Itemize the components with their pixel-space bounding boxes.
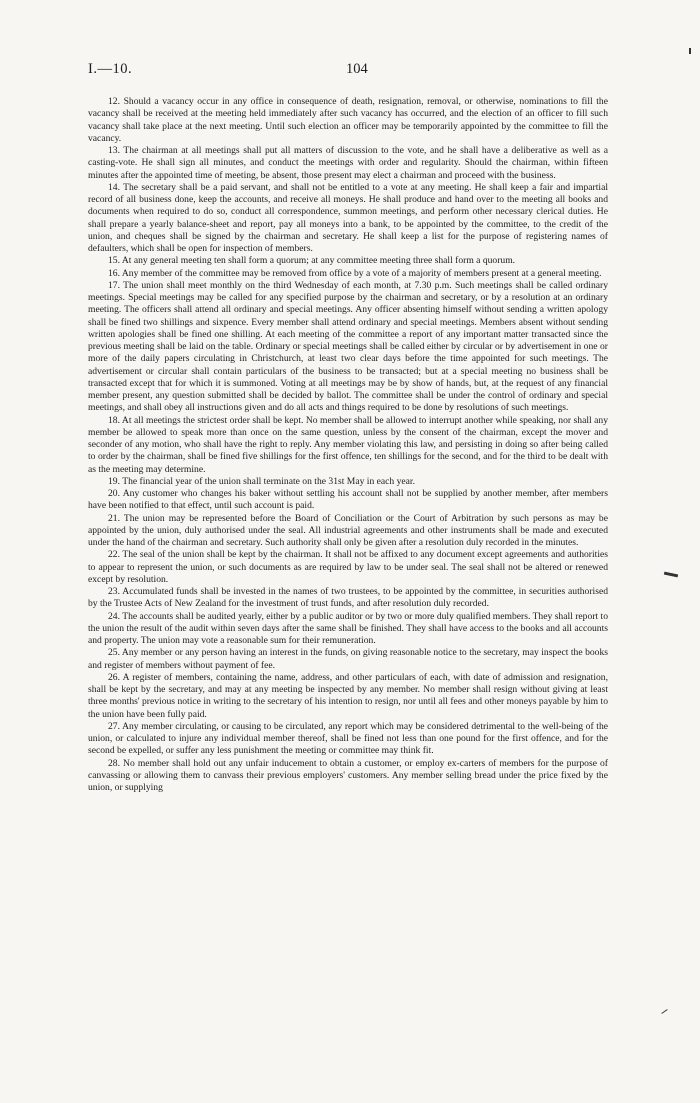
scan-margin-mark-lower <box>661 1009 667 1014</box>
rule-paragraph-25: 25. Any member or any person having an interest in the funds, on giving reasonable notice to the secretary, may inspect the books and register of members without payment of fee. <box>88 647 608 671</box>
rule-paragraph-27: 27. Any member circulating, or causing to be circulated, any report which may be considered detrimental to the well-being of the union, or calculated to injure any individual member thereof, shall be fined not less than one pound for the first offence, and for the second be expelled, or suffer any less punishment the meeting or committee may think fit. <box>88 720 608 757</box>
scan-margin-mark-middle <box>664 572 678 578</box>
rule-paragraph-24: 24. The accounts shall be audited yearly, either by a public auditor or by two or more duly qualified members. They shall report to the union the result of the audit within seven days after the same shall be finished. They shall have access to the books and all accounts and property. The union may vote a reasonable sum for their remuneration. <box>88 610 608 646</box>
rule-paragraph-16: 16. Any member of the committee may be removed from office by a vote of a majority of members present at a general meeting. <box>108 267 602 279</box>
rule-paragraph-18: 18. At all meetings the strictest order shall be kept. No member shall be allowed to interrupt another while speaking, nor shall any member be allowed to speak more than once on the same question, unless by the consent of the chairman, except the mover and seconder of any motion, who shall have the right to reply. Any member violating this law, and persisting in doing so after being called to order by the chairman, shall be fined five shillings for the first offence, ten shillings for the second, and for the third to be dealt with as the meeting may determine. <box>88 414 608 475</box>
page-header <box>88 61 608 81</box>
rule-paragraph-13: 13. The chairman at all meetings shall put all matters of discussion to the vote, and he shall have a deliberative as well as a casting-vote. He shall sign all minutes, and conduct the meetings with order and regularity. Should the chairman, within fifteen minutes after the appointed time of meeting, be absent, those present may elect a chairman and proceed with the business. <box>88 145 608 181</box>
rule-paragraph-19: 19. The financial year of the union shall terminate on the 31st May in each year. <box>108 475 415 487</box>
rule-paragraph-20: 20. Any customer who changes his baker without settling his account shall not be supplied by another member, after members have been notified to that effect, until such account is paid. <box>88 488 608 512</box>
rule-paragraph-28: 28. No member shall hold out any unfair inducement to obtain a customer, or employ ex-carters of members for the purpose of canvassing or allowing them to canvass their previous employers' customers. Any member selling bread under the price fixed by the union, or supplying <box>88 757 608 793</box>
rules-text <box>88 96 608 794</box>
rule-paragraph-15: 15. At any general meeting ten shall form a quorum; at any committee meeting three shall form a quorum. <box>108 255 516 267</box>
parliamentary-paper-reference: I.—10. <box>88 61 133 77</box>
rule-paragraph-26: 26. A register of members, containing the name, address, and other particulars of each, with date of admission and resignation, shall be kept by the secretary, and may at any meeting be inspected by any member. No member shall resign without giving at least three months' previous notice in writing to the secretary of his intention to resign, nor until all fees and other moneys payable by him to the union have been fully paid. <box>88 671 608 720</box>
rule-paragraph-12: 12. Should a vacancy occur in any office in consequence of death, resignation, removal, or otherwise, nominations to fill the vacancy shall be received at the meeting held immediately after such vacancy has occurred, and the election of an officer to fill such vacancy shall take place at the next meeting. Until such election an officer may be temporarily appointed by the committee to fill the vacancy. <box>88 96 608 144</box>
rule-paragraph-21: 21. The union may be represented before the Board of Conciliation or the Court of Arbitration by such persons as may be appointed by the union, duly authorised under the seal. All industrial agreements and other instruments shall be made and executed under the hand of the chairman and secretary. Such authority shall only be given after a resolution duly recorded in the minutes. <box>88 512 608 548</box>
page-number: 104 <box>346 61 368 77</box>
rule-paragraph-22: 22. The seal of the union shall be kept by the chairman. It shall not be affixed to any document except agreements and authorities to appear to represent the union, or such documents as are required by law to be under seal. The seal shall not be altered or renewed except by resolution. <box>88 549 608 585</box>
rule-paragraph-17: 17. The union shall meet monthly on the third Wednesday of each month, at 7.30 p.m. Such meetings shall be called ordinary meetings. Special meetings may be called for any specified purpose by the chairman and secretary, or by a resolution at an ordinary meeting. The officers shall attend all ordinary and special meetings. Any officer absenting himself without sending a written apology shall be fined two shillings and sixpence. Every member shall attend ordinary and special meetings. Members absent without sending written apologies shall be fined one shilling. At each meeting of the committee a report of any important matter transacted since the previous meeting shall be laid on the table. Ordinary or special meetings shall be called either by circular or by advertisement in one or more of the daily papers circulating in Christchurch, at least two clear days before the time appointed for such meetings. The advertisement or circular shall contain particulars of the business to be transacted; but at a special meeting no business shall be transacted except that for which it is summoned. Voting at all meetings may be by show of hands, but, at the request of any financial member present, any question submitted shall be decided by ballot. The committee shall be under the control of ordinary and special meetings, and shall obey all instructions given and do all acts and things required to be done by resolutions of such meetings. <box>88 279 608 414</box>
rule-paragraph-23: 23. Accumulated funds shall be invested in the names of two trustees, to be appointed by the committee, in securities authorised by the Trustee Acts of New Zealand for the investment of trust funds, and after resolution duly recorded. <box>88 586 608 610</box>
rule-paragraph-14: 14. The secretary shall be a paid servant, and shall not be entitled to a vote at any meeting. He shall keep a fair and impartial record of all business done, keep the accounts, and receive all moneys. He shall produce and hand over to the meeting all books and documents when required to do so, conduct all correspondence, summon meetings, and perform other necessary clerical duties. He shall prepare a yearly balance-sheet and report, pay all moneys into a bank, to be appointed by the committee, to the credit of the union, and cheques shall be signed by the chairman and secretary. He shall keep a list for the purpose of registering names of defaulters, which shall be open for inspection of members. <box>88 181 608 254</box>
scan-margin-mark-top <box>689 48 691 54</box>
